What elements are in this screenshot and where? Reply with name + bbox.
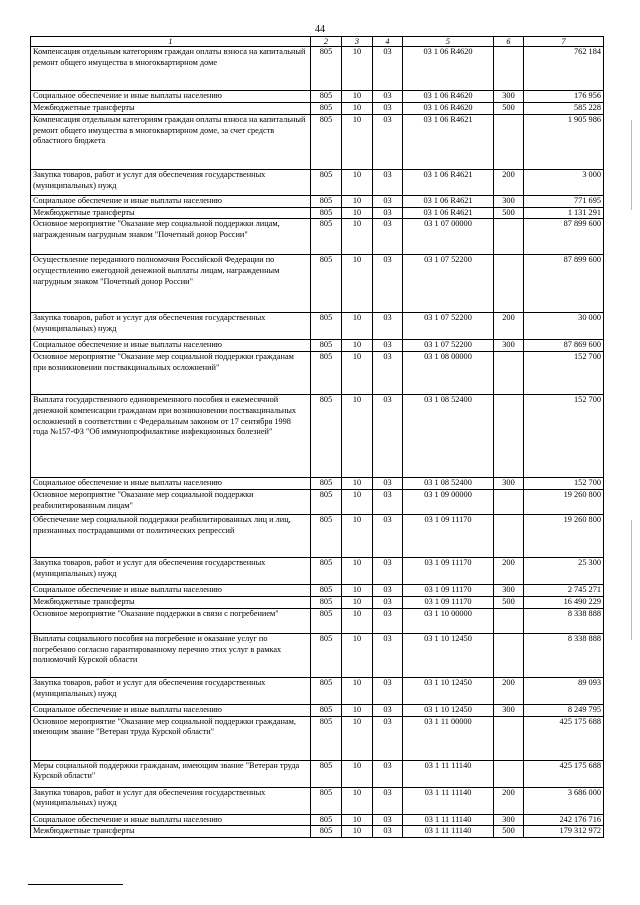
row-subsection-code: 03 [373,352,403,395]
table-row [31,313,604,340]
table-row [31,255,604,313]
row-amount: 87 899 600 [524,255,604,313]
row-target-code: 03 1 11 11140 [403,760,494,787]
row-section-code: 10 [342,207,373,219]
row-ministry-code: 805 [311,760,342,787]
row-expense-type: 500 [494,103,524,115]
row-section-code: 10 [342,633,373,677]
row-ministry-code: 805 [311,515,342,558]
row-name: Основное мероприятие "Оказание мер социальной поддержки гражданам при возникновении поствакцинальных осложнений" [31,352,311,395]
row-expense-type: 200 [494,313,524,340]
row-subsection-code: 03 [373,677,403,704]
row-section-code: 10 [342,219,373,255]
row-ministry-code: 805 [311,677,342,704]
row-amount: 3 000 [524,169,604,195]
table-row [31,585,604,597]
row-amount: 8 249 795 [524,704,604,716]
row-ministry-code: 805 [311,490,342,515]
row-section-code: 10 [342,340,373,352]
row-ministry-code: 805 [311,608,342,633]
row-amount: 585 228 [524,103,604,115]
row-expense-type [494,608,524,633]
row-section-code: 10 [342,704,373,716]
row-section-code: 10 [342,114,373,169]
row-name: Закупка товаров, работ и услуг для обеспечения государственных (муниципальных) нужд [31,677,311,704]
row-section-code: 10 [342,677,373,704]
row-expense-type: 300 [494,704,524,716]
row-amount: 152 700 [524,395,604,478]
budget-table [30,36,604,838]
scan-edge-mark [631,520,632,640]
row-section-code: 10 [342,826,373,838]
row-section-code: 10 [342,103,373,115]
row-name: Социальное обеспечение и иные выплаты населению [31,91,311,103]
row-expense-type [494,490,524,515]
row-amount: 179 312 972 [524,826,604,838]
row-ministry-code: 805 [311,585,342,597]
row-expense-type [494,47,524,91]
footer-rule [28,884,123,885]
row-name: Социальное обеспечение и иные выплаты населению [31,704,311,716]
row-ministry-code: 805 [311,352,342,395]
row-target-code: 03 1 11 11140 [403,814,494,826]
row-name: Закупка товаров, работ и услуг для обеспечения государственных (муниципальных) нужд [31,313,311,340]
row-expense-type: 200 [494,558,524,585]
row-name: Социальное обеспечение и иные выплаты населению [31,195,311,207]
row-amount: 3 686 000 [524,787,604,814]
row-name: Основное мероприятие "Оказание мер социальной поддержки лицам, награжденным нагрудным знаком "Почетный донор России" [31,219,311,255]
row-subsection-code: 03 [373,103,403,115]
row-subsection-code: 03 [373,195,403,207]
row-section-code: 10 [342,195,373,207]
row-name: Межбюджетные трансферты [31,207,311,219]
table-row [31,558,604,585]
row-subsection-code: 03 [373,585,403,597]
row-amount: 2 745 271 [524,585,604,597]
column-header: 1 [31,37,311,47]
row-subsection-code: 03 [373,760,403,787]
row-amount: 87 869 600 [524,340,604,352]
row-target-code: 03 1 09 11170 [403,585,494,597]
row-subsection-code: 03 [373,313,403,340]
row-amount: 19 260 800 [524,490,604,515]
row-ministry-code: 805 [311,91,342,103]
row-subsection-code: 03 [373,395,403,478]
row-expense-type: 300 [494,585,524,597]
row-amount: 8 338 888 [524,608,604,633]
row-name: Межбюджетные трансферты [31,826,311,838]
page-number: 44 [315,24,325,35]
row-ministry-code: 805 [311,826,342,838]
row-expense-type: 200 [494,169,524,195]
row-expense-type: 500 [494,207,524,219]
table-header-row [31,37,604,47]
table-body [31,47,604,838]
row-subsection-code: 03 [373,704,403,716]
row-ministry-code: 805 [311,47,342,91]
table-row [31,395,604,478]
row-amount: 152 700 [524,352,604,395]
table-row [31,596,604,608]
row-amount: 1 131 291 [524,207,604,219]
row-name: Социальное обеспечение и иные выплаты населению [31,814,311,826]
row-section-code: 10 [342,478,373,490]
table-row [31,219,604,255]
row-ministry-code: 805 [311,340,342,352]
row-expense-type: 300 [494,814,524,826]
row-section-code: 10 [342,716,373,760]
row-ministry-code: 805 [311,195,342,207]
row-section-code: 10 [342,91,373,103]
row-expense-type: 500 [494,596,524,608]
row-ministry-code: 805 [311,114,342,169]
row-name: Основное мероприятие "Оказание мер социальной поддержки гражданам, имеющим звание "Ветеран труда Курской области" [31,716,311,760]
row-section-code: 10 [342,352,373,395]
row-subsection-code: 03 [373,716,403,760]
row-amount: 16 490 229 [524,596,604,608]
row-expense-type [494,219,524,255]
row-expense-type: 300 [494,91,524,103]
row-section-code: 10 [342,608,373,633]
row-target-code: 03 1 06 R4620 [403,47,494,91]
row-expense-type [494,633,524,677]
row-subsection-code: 03 [373,558,403,585]
row-target-code: 03 1 06 R4620 [403,103,494,115]
row-ministry-code: 805 [311,558,342,585]
row-section-code: 10 [342,490,373,515]
row-section-code: 10 [342,596,373,608]
row-ministry-code: 805 [311,219,342,255]
row-name: Выплата государственного единовременного пособия и ежемесячной денежной компенсации гражданам при возникновении поствакцинальных осложнений в соответствии с Федеральным законом от 17 сентября 1998 года №157-ФЗ "Об иммунопрофилактике инфекционных болезней" [31,395,311,478]
row-ministry-code: 805 [311,596,342,608]
row-expense-type [494,114,524,169]
row-amount: 176 956 [524,91,604,103]
row-amount: 152 700 [524,478,604,490]
row-ministry-code: 805 [311,255,342,313]
row-target-code: 03 1 06 R4621 [403,195,494,207]
column-header: 3 [342,37,373,47]
row-name: Компенсация отдельным категориям граждан оплаты взноса на капитальный ремонт общего имущества в многоквартирном доме, за счет средств областного бюджета [31,114,311,169]
row-expense-type [494,255,524,313]
table-row [31,814,604,826]
row-subsection-code: 03 [373,515,403,558]
row-target-code: 03 1 10 12450 [403,633,494,677]
row-subsection-code: 03 [373,490,403,515]
row-name: Основное мероприятие "Оказание поддержки в связи с погребением" [31,608,311,633]
table-row [31,340,604,352]
row-target-code: 03 1 09 11170 [403,596,494,608]
row-ministry-code: 805 [311,633,342,677]
table-row [31,47,604,91]
row-section-code: 10 [342,558,373,585]
row-ministry-code: 805 [311,207,342,219]
row-ministry-code: 805 [311,169,342,195]
table-row [31,826,604,838]
row-subsection-code: 03 [373,340,403,352]
row-subsection-code: 03 [373,169,403,195]
row-target-code: 03 1 08 00000 [403,352,494,395]
row-name: Социальное обеспечение и иные выплаты населению [31,340,311,352]
row-section-code: 10 [342,395,373,478]
row-target-code: 03 1 07 52200 [403,313,494,340]
row-ministry-code: 805 [311,814,342,826]
row-name: Закупка товаров, работ и услуг для обеспечения государственных (муниципальных) нужд [31,787,311,814]
row-target-code: 03 1 11 11140 [403,787,494,814]
row-amount: 1 905 986 [524,114,604,169]
row-ministry-code: 805 [311,395,342,478]
table-row [31,490,604,515]
row-section-code: 10 [342,760,373,787]
table-row [31,760,604,787]
row-name: Социальное обеспечение и иные выплаты населению [31,585,311,597]
row-name: Социальное обеспечение и иные выплаты населению [31,478,311,490]
row-name: Закупка товаров, работ и услуг для обеспечения государственных (муниципальных) нужд [31,558,311,585]
column-header: 7 [524,37,604,47]
row-amount: 89 093 [524,677,604,704]
row-expense-type [494,352,524,395]
table-row [31,169,604,195]
row-target-code: 03 1 11 00000 [403,716,494,760]
row-subsection-code: 03 [373,91,403,103]
row-subsection-code: 03 [373,814,403,826]
table-row [31,704,604,716]
row-section-code: 10 [342,814,373,826]
row-amount: 87 899 600 [524,219,604,255]
table-row [31,103,604,115]
row-target-code: 03 1 07 52200 [403,255,494,313]
row-expense-type: 200 [494,787,524,814]
row-amount: 425 175 688 [524,716,604,760]
row-target-code: 03 1 06 R4621 [403,169,494,195]
row-expense-type: 300 [494,195,524,207]
row-subsection-code: 03 [373,207,403,219]
row-expense-type [494,716,524,760]
row-amount: 19 260 800 [524,515,604,558]
row-expense-type [494,515,524,558]
row-subsection-code: 03 [373,596,403,608]
row-amount: 771 695 [524,195,604,207]
row-target-code: 03 1 08 52400 [403,478,494,490]
row-subsection-code: 03 [373,114,403,169]
row-amount: 8 338 888 [524,633,604,677]
row-target-code: 03 1 09 11170 [403,515,494,558]
row-expense-type [494,760,524,787]
row-name: Меры социальной поддержки гражданам, имеющим звание "Ветеран труда Курской области" [31,760,311,787]
table-row [31,91,604,103]
row-target-code: 03 1 06 R4621 [403,207,494,219]
table-row [31,515,604,558]
row-target-code: 03 1 09 00000 [403,490,494,515]
row-name: Компенсация отдельным категориям граждан оплаты взноса на капитальный ремонт общего имущества в многоквартирном доме [31,47,311,91]
row-expense-type: 300 [494,340,524,352]
row-subsection-code: 03 [373,787,403,814]
row-target-code: 03 1 10 12450 [403,677,494,704]
row-name: Основное мероприятие "Оказание мер социальной поддержки реабилитированным лицам" [31,490,311,515]
row-subsection-code: 03 [373,47,403,91]
row-name: Межбюджетные трансферты [31,103,311,115]
row-target-code: 03 1 10 12450 [403,704,494,716]
row-amount: 762 184 [524,47,604,91]
row-amount: 30 000 [524,313,604,340]
row-section-code: 10 [342,585,373,597]
column-header: 6 [494,37,524,47]
row-section-code: 10 [342,313,373,340]
row-target-code: 03 1 06 R4621 [403,114,494,169]
row-section-code: 10 [342,515,373,558]
row-subsection-code: 03 [373,478,403,490]
table-row [31,716,604,760]
row-subsection-code: 03 [373,608,403,633]
row-target-code: 03 1 08 52400 [403,395,494,478]
row-expense-type: 300 [494,478,524,490]
table-row [31,207,604,219]
row-subsection-code: 03 [373,826,403,838]
column-header: 5 [403,37,494,47]
row-target-code: 03 1 10 00000 [403,608,494,633]
row-subsection-code: 03 [373,219,403,255]
row-amount: 25 300 [524,558,604,585]
row-section-code: 10 [342,169,373,195]
table-row [31,352,604,395]
row-subsection-code: 03 [373,255,403,313]
row-ministry-code: 805 [311,313,342,340]
row-name: Межбюджетные трансферты [31,596,311,608]
table-row [31,787,604,814]
column-header: 4 [373,37,403,47]
row-target-code: 03 1 11 11140 [403,826,494,838]
table-row [31,478,604,490]
row-section-code: 10 [342,255,373,313]
row-amount: 425 175 688 [524,760,604,787]
row-name: Закупка товаров, работ и услуг для обеспечения государственных (муниципальных) нужд [31,169,311,195]
row-ministry-code: 805 [311,103,342,115]
row-amount: 242 176 716 [524,814,604,826]
table-row [31,633,604,677]
row-ministry-code: 805 [311,704,342,716]
table-row [31,677,604,704]
row-expense-type [494,395,524,478]
row-subsection-code: 03 [373,633,403,677]
column-header: 2 [311,37,342,47]
row-target-code: 03 1 07 52200 [403,340,494,352]
table-row [31,195,604,207]
row-section-code: 10 [342,787,373,814]
row-expense-type: 200 [494,677,524,704]
table-row [31,114,604,169]
table-row [31,608,604,633]
row-name: Осуществление переданного полномочия Российской Федерации по осуществлению ежегодной денежной выплаты лицам, награжденным нагрудным знаком "Почетный донор России" [31,255,311,313]
row-section-code: 10 [342,47,373,91]
row-ministry-code: 805 [311,478,342,490]
row-expense-type: 500 [494,826,524,838]
scan-edge-mark [631,120,632,210]
row-ministry-code: 805 [311,787,342,814]
row-target-code: 03 1 09 11170 [403,558,494,585]
row-target-code: 03 1 07 00000 [403,219,494,255]
row-name: Обеспечение мер социальной поддержки реабилитированных лиц и лиц, признанных пострадавшими от политических репрессий [31,515,311,558]
row-target-code: 03 1 06 R4620 [403,91,494,103]
row-ministry-code: 805 [311,716,342,760]
row-name: Выплаты социального пособия на погребение и оказание услуг по погребению согласно гарантированному перечню этих услуг в рамках полномочий Курской области [31,633,311,677]
